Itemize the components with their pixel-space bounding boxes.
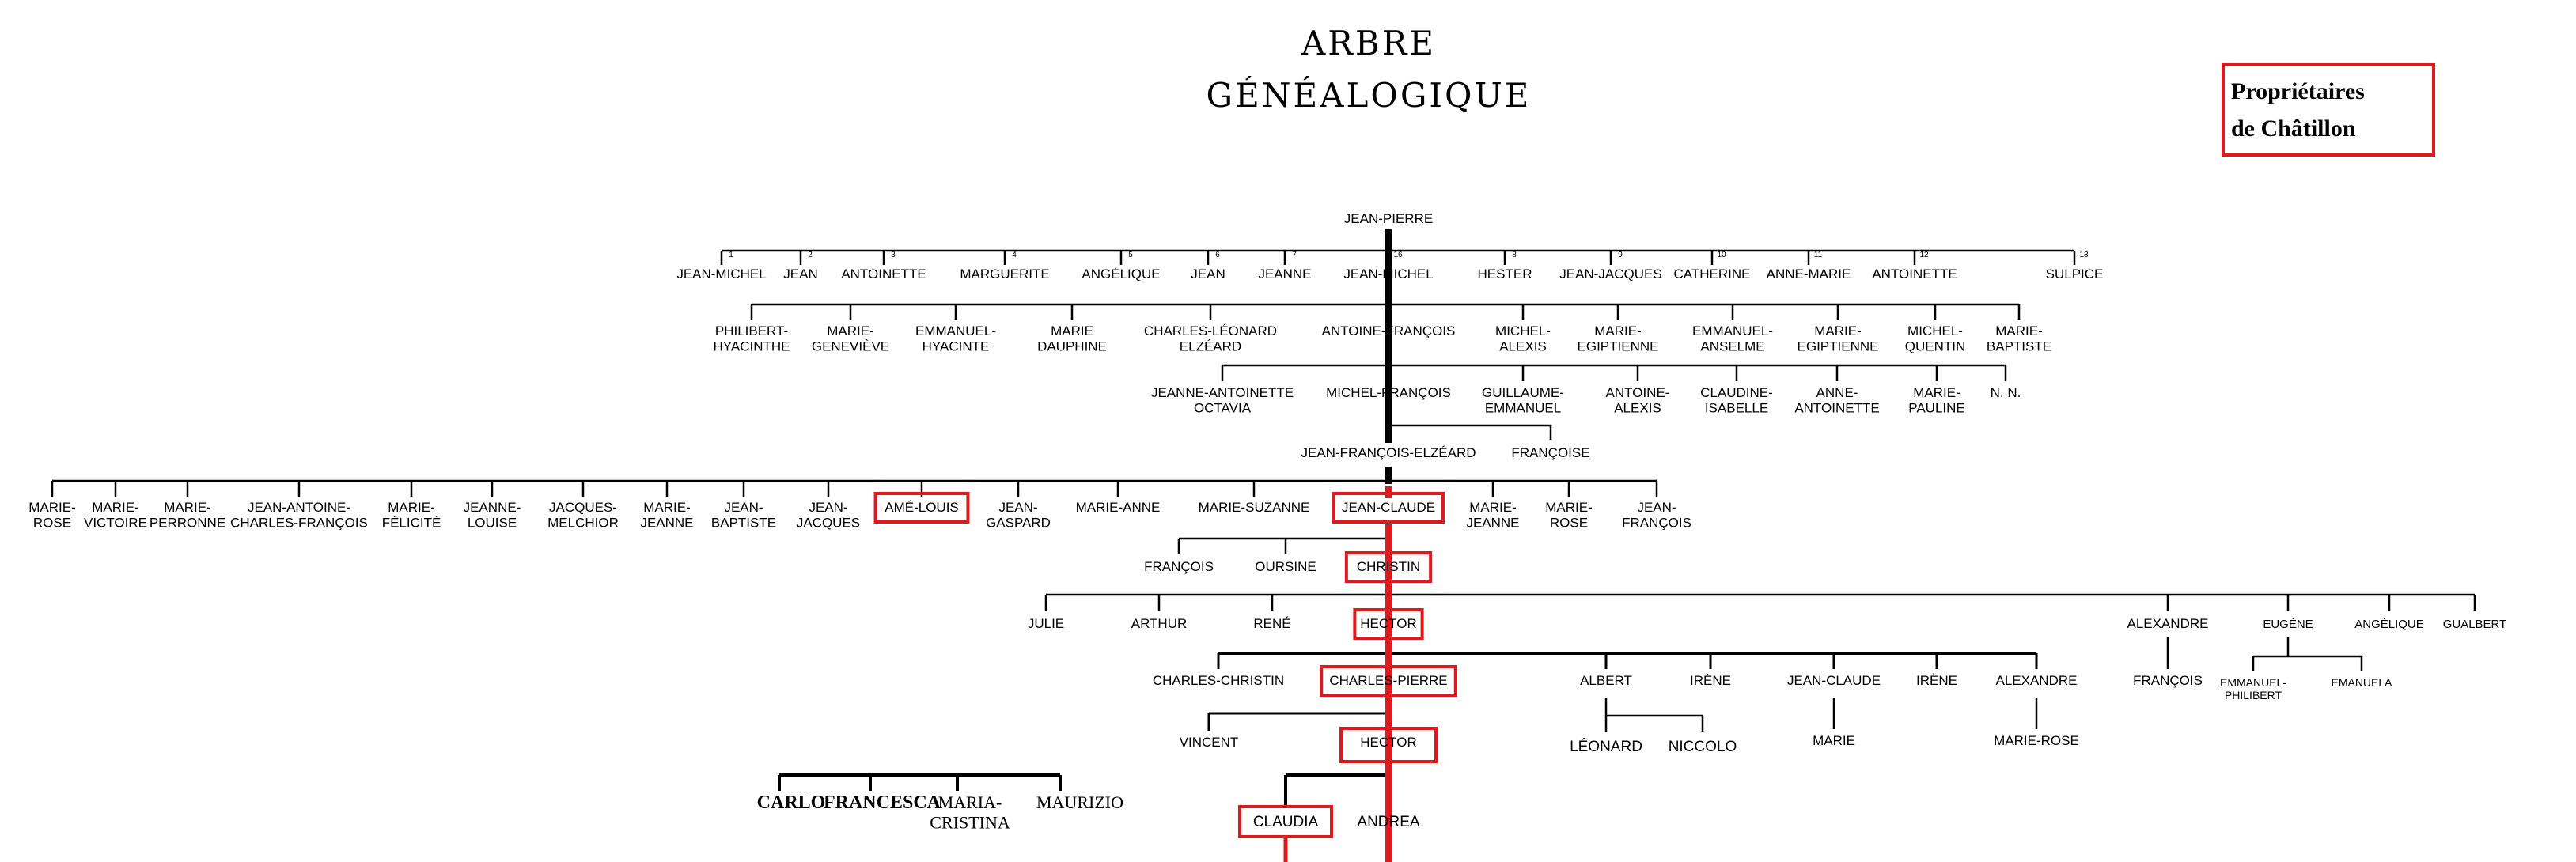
person-label: [1987, 323, 2051, 354]
person-label: [1511, 445, 1589, 460]
svg-text:EUGÈNE: EUGÈNE: [2263, 618, 2313, 631]
person-label: [1258, 267, 1311, 282]
svg-text:MARIE-JEANNE: MARIE-JEANNE: [640, 500, 694, 531]
person-label: [1199, 500, 1310, 515]
person-label: [1253, 616, 1290, 631]
svg-text:ANDREA: ANDREA: [1357, 814, 1420, 830]
svg-text:ANTOINETTE: ANTOINETTE: [1872, 267, 1957, 282]
person-label: [1794, 385, 1879, 416]
person-label: [1559, 267, 1661, 282]
svg-text:GUALBERT: GUALBERT: [2442, 618, 2507, 631]
svg-text:MAURIZIO: MAURIZIO: [1036, 792, 1123, 812]
person-label: [757, 792, 826, 813]
person-label: [1622, 500, 1691, 531]
person-label: [915, 323, 996, 354]
svg-text:EMMANUEL-PHILIBERT: EMMANUEL-PHILIBERT: [2219, 676, 2287, 702]
person-label: [1131, 616, 1188, 631]
svg-text:MARIE-GENEVIÈVE: MARIE-GENEVIÈVE: [811, 323, 890, 354]
svg-text:HECTOR: HECTOR: [1360, 616, 1417, 631]
svg-text:JULIE: JULIE: [1027, 616, 1065, 631]
person-label: [1798, 323, 1879, 354]
person-label: [1144, 323, 1277, 354]
child-number: 5: [1128, 251, 1133, 259]
svg-text:MARIE-ROSE: MARIE-ROSE: [28, 500, 76, 531]
owner-label: [876, 493, 968, 522]
person-label: [1692, 323, 1773, 354]
person-label: [824, 792, 941, 813]
person-label: [2133, 673, 2203, 688]
person-label: [2443, 618, 2507, 631]
person-label: [547, 500, 619, 531]
svg-text:HESTER: HESTER: [1477, 267, 1532, 282]
svg-text:MARIE-ROSE: MARIE-ROSE: [1545, 500, 1593, 531]
svg-text:FRANCESCA: FRANCESCA: [823, 792, 941, 813]
person-label: [382, 500, 441, 531]
svg-text:JEAN: JEAN: [783, 267, 818, 282]
person-label: [2331, 676, 2392, 689]
person-label: [930, 792, 1010, 832]
person-label: [1028, 616, 1064, 631]
person-label: [1036, 792, 1123, 812]
person-label: [2127, 616, 2209, 631]
svg-text:MICHEL-FRANÇOIS: MICHEL-FRANÇOIS: [1326, 385, 1451, 400]
svg-text:LÉONARD: LÉONARD: [1570, 739, 1642, 755]
person-label: [1255, 559, 1316, 574]
svg-text:ANTOINETTE: ANTOINETTE: [841, 267, 926, 282]
person-label: [1545, 500, 1593, 531]
svg-text:MICHEL-ALEXIS: MICHEL-ALEXIS: [1495, 323, 1551, 354]
svg-text:FRANÇOISE: FRANÇOISE: [1511, 445, 1590, 460]
person-label: [1606, 385, 1670, 416]
person-label: [1996, 673, 2078, 688]
svg-text:ANNE-ANTOINETTE: ANNE-ANTOINETTE: [1794, 385, 1880, 416]
child-number: 7: [1292, 251, 1297, 259]
child-number: 16: [1393, 251, 1403, 259]
person-label: [2263, 618, 2313, 631]
svg-text:CLAUDINE-ISABELLE: CLAUDINE-ISABELLE: [1700, 385, 1773, 416]
person-label: [986, 500, 1051, 531]
person-label: [1466, 500, 1519, 531]
svg-text:MARIE-PAULINE: MARIE-PAULINE: [1908, 385, 1965, 416]
svg-text:JEAN-MICHEL: JEAN-MICHEL: [1343, 267, 1434, 282]
svg-text:JEAN-CLAUDE: JEAN-CLAUDE: [1341, 500, 1436, 515]
svg-text:MARIE-BAPTISTE: MARIE-BAPTISTE: [1986, 323, 2052, 354]
svg-text:MARIE-EGIPTIENNE: MARIE-EGIPTIENNE: [1577, 323, 1659, 354]
svg-text:MARIE-VICTOIRE: MARIE-VICTOIRE: [84, 500, 147, 531]
svg-text:JEAN-FRANÇOIS-ELZÉARD: JEAN-FRANÇOIS-ELZÉARD: [1301, 445, 1476, 460]
child-number: 10: [1717, 251, 1726, 259]
person-label: [1343, 267, 1433, 282]
svg-text:CHRISTIN: CHRISTIN: [1356, 559, 1421, 574]
svg-text:RENÉ: RENÉ: [1253, 616, 1291, 631]
svg-text:ALEXANDRE: ALEXANDRE: [2127, 616, 2209, 631]
person-label: [2220, 676, 2286, 701]
svg-text:NICCOLO: NICCOLO: [1668, 739, 1737, 755]
svg-text:CLAUDIA: CLAUDIA: [1252, 814, 1319, 830]
person-label: [676, 267, 766, 282]
person-label: [1495, 323, 1551, 354]
person-label: [28, 500, 76, 531]
svg-text:MARIEDAUPHINE: MARIE DAUPHINE: [1037, 323, 1107, 354]
svg-text:ANNE-MARIE: ANNE-MARIE: [1766, 267, 1851, 282]
person-label: [1580, 673, 1632, 688]
person-label: [1478, 267, 1532, 282]
person-label: [1153, 673, 1284, 688]
person-label: [1082, 267, 1160, 282]
page-title-line2: GÉNÉALOGIQUE: [1206, 76, 1532, 115]
person-label: [1151, 385, 1294, 416]
svg-text:JEAN-BAPTISTE: JEAN-BAPTISTE: [710, 500, 777, 531]
svg-text:JEAN-JACQUES: JEAN-JACQUES: [1559, 267, 1662, 282]
svg-text:EMMANUEL-ANSELME: EMMANUEL-ANSELME: [1691, 323, 1774, 354]
person-label: [2354, 618, 2424, 631]
svg-text:MARGUERITE: MARGUERITE: [960, 267, 1050, 282]
svg-text:IRÈNE: IRÈNE: [1916, 673, 1957, 688]
svg-text:PHILIBERT-HYACINTHE: PHILIBERT-HYACINTHE: [713, 323, 790, 354]
svg-text:CHARLES-LÉONARDELZÉARD: CHARLES-LÉONARD ELZÉARD: [1143, 323, 1278, 354]
person-label: [1872, 267, 1957, 282]
person-label: [1357, 814, 1420, 830]
svg-text:EMMANUEL-HYACINTE: EMMANUEL-HYACINTE: [915, 323, 997, 354]
person-label: [1787, 673, 1881, 688]
person-label: [230, 500, 368, 531]
person-label: [1326, 385, 1451, 400]
child-number: 11: [1813, 251, 1823, 259]
person-label: [1076, 500, 1161, 515]
person-label: [1674, 267, 1751, 282]
person-label: [1570, 739, 1642, 755]
person-label: [960, 267, 1049, 282]
person-label: [640, 500, 693, 531]
person-label: [714, 323, 790, 354]
svg-text:JEAN-FRANÇOIS: JEAN-FRANÇOIS: [1622, 500, 1691, 531]
svg-text:JACQUES-MELCHIOR: JACQUES-MELCHIOR: [547, 500, 619, 531]
svg-text:MARIE: MARIE: [1813, 733, 1855, 748]
svg-text:MARIE-FÉLICITÉ: MARIE-FÉLICITÉ: [381, 500, 441, 531]
svg-text:CHARLES-PIERRE: CHARLES-PIERRE: [1329, 673, 1448, 688]
svg-text:MARIE-JEANNE: MARIE-JEANNE: [1466, 500, 1520, 531]
svg-text:FRANÇOIS: FRANÇOIS: [1144, 559, 1214, 574]
svg-text:JEAN-JACQUES: JEAN-JACQUES: [796, 500, 861, 531]
svg-text:CHARLES-CHRISTIN: CHARLES-CHRISTIN: [1152, 673, 1285, 688]
svg-text:ANGÉLIQUE: ANGÉLIQUE: [1082, 267, 1161, 282]
child-number: 9: [1618, 251, 1623, 259]
person-label: [1916, 673, 1957, 688]
child-number: 1: [729, 251, 733, 259]
svg-text:JEAN-PIERRE: JEAN-PIERRE: [1343, 211, 1434, 226]
svg-text:SULPICE: SULPICE: [2045, 267, 2104, 282]
svg-text:ANTOINE-FRANÇOIS: ANTOINE-FRANÇOIS: [1321, 323, 1456, 338]
svg-text:EMANUELA: EMANUELA: [2331, 676, 2392, 689]
person-label: [84, 500, 147, 531]
svg-text:CARLO: CARLO: [756, 792, 826, 813]
svg-text:MARIA-CRISTINA: MARIA-CRISTINA: [930, 792, 1010, 833]
svg-text:JEAN-CLAUDE: JEAN-CLAUDE: [1786, 673, 1881, 688]
legend-line1: Propriétaires: [2231, 78, 2365, 104]
svg-text:N. N.: N. N.: [1990, 385, 2021, 400]
person-label: [1991, 385, 2021, 400]
person-label: [711, 500, 776, 531]
person-label: [1700, 385, 1773, 416]
legend-line2: de Châtillon: [2231, 115, 2356, 142]
svg-text:ANGÉLIQUE: ANGÉLIQUE: [2354, 618, 2424, 631]
person-label: [464, 500, 521, 531]
person-label: [1690, 673, 1731, 688]
page-title-line1: ARBRE: [1301, 24, 1437, 62]
svg-text:IRÈNE: IRÈNE: [1690, 673, 1731, 688]
child-number: 12: [1919, 251, 1929, 259]
person-label: [1180, 735, 1239, 750]
person-label: [1669, 739, 1737, 755]
svg-text:MARIE-EGIPTIENNE: MARIE-EGIPTIENNE: [1797, 323, 1879, 354]
person-label: [1908, 385, 1965, 416]
svg-text:JEAN: JEAN: [1191, 267, 1225, 282]
person-label: [783, 267, 817, 282]
svg-text:ALBERT: ALBERT: [1580, 673, 1632, 688]
svg-text:MARIE-PERRONNE: MARIE-PERRONNE: [149, 500, 226, 531]
svg-text:MARIE-SUZANNE: MARIE-SUZANNE: [1198, 500, 1310, 515]
svg-text:GUILLAUME-EMMANUEL: GUILLAUME-EMMANUEL: [1482, 385, 1564, 416]
person-label: [1813, 733, 1855, 748]
svg-text:HECTOR: HECTOR: [1360, 735, 1417, 750]
child-number: 6: [1215, 251, 1220, 259]
child-number: 8: [1512, 251, 1517, 259]
person-label: [797, 500, 860, 531]
child-number: 13: [2079, 251, 2089, 259]
svg-text:VINCENT: VINCENT: [1179, 735, 1239, 750]
svg-text:FRANÇOIS: FRANÇOIS: [2133, 673, 2203, 688]
root-person: [1344, 211, 1433, 226]
svg-text:ARTHUR: ARTHUR: [1131, 616, 1188, 631]
svg-text:JEANNE-LOUISE: JEANNE-LOUISE: [463, 500, 521, 531]
svg-text:JEANNE-ANTOINETTEOCTAVIA: JEANNE-ANTOINETTE OCTAVIA: [1150, 385, 1294, 416]
person-label: [1578, 323, 1659, 354]
person-label: [1191, 267, 1225, 282]
svg-text:AMÉ-LOUIS: AMÉ-LOUIS: [885, 500, 959, 515]
person-label: [1482, 385, 1564, 416]
svg-text:MARIE-ROSE: MARIE-ROSE: [1994, 733, 2079, 748]
svg-text:MICHEL-QUENTIN: MICHEL-QUENTIN: [1904, 323, 1966, 354]
svg-text:ANTOINE-ALEXIS: ANTOINE-ALEXIS: [1605, 385, 1670, 416]
svg-text:CATHERINE: CATHERINE: [1673, 267, 1751, 282]
svg-text:JEAN-MICHEL: JEAN-MICHEL: [676, 267, 767, 282]
person-label: [1144, 559, 1214, 574]
person-label: [1767, 267, 1851, 282]
person-label: [1037, 323, 1107, 354]
person-label: [841, 267, 926, 282]
owner-label: [1240, 807, 1332, 837]
svg-text:JEAN-GASPARD: JEAN-GASPARD: [986, 500, 1051, 531]
person-label: [1905, 323, 1966, 354]
child-number: 2: [808, 251, 813, 259]
person-label: [812, 323, 889, 354]
person-label: [1322, 323, 1456, 338]
svg-text:OURSINE: OURSINE: [1255, 559, 1316, 574]
person-label: [1301, 445, 1476, 460]
svg-text:ALEXANDRE: ALEXANDRE: [1995, 673, 2078, 688]
svg-text:JEAN-ANTOINE-CHARLES-FRANÇOIS: JEAN-ANTOINE-CHARLES-FRANÇOIS: [230, 500, 368, 531]
person-label: [2046, 267, 2104, 282]
svg-text:JEANNE: JEANNE: [1258, 267, 1312, 282]
person-label: [150, 500, 225, 531]
svg-text:MARIE-ANNE: MARIE-ANNE: [1075, 500, 1161, 515]
child-number: 4: [1012, 251, 1017, 259]
person-label: [1994, 733, 2079, 748]
child-number: 3: [891, 251, 896, 259]
